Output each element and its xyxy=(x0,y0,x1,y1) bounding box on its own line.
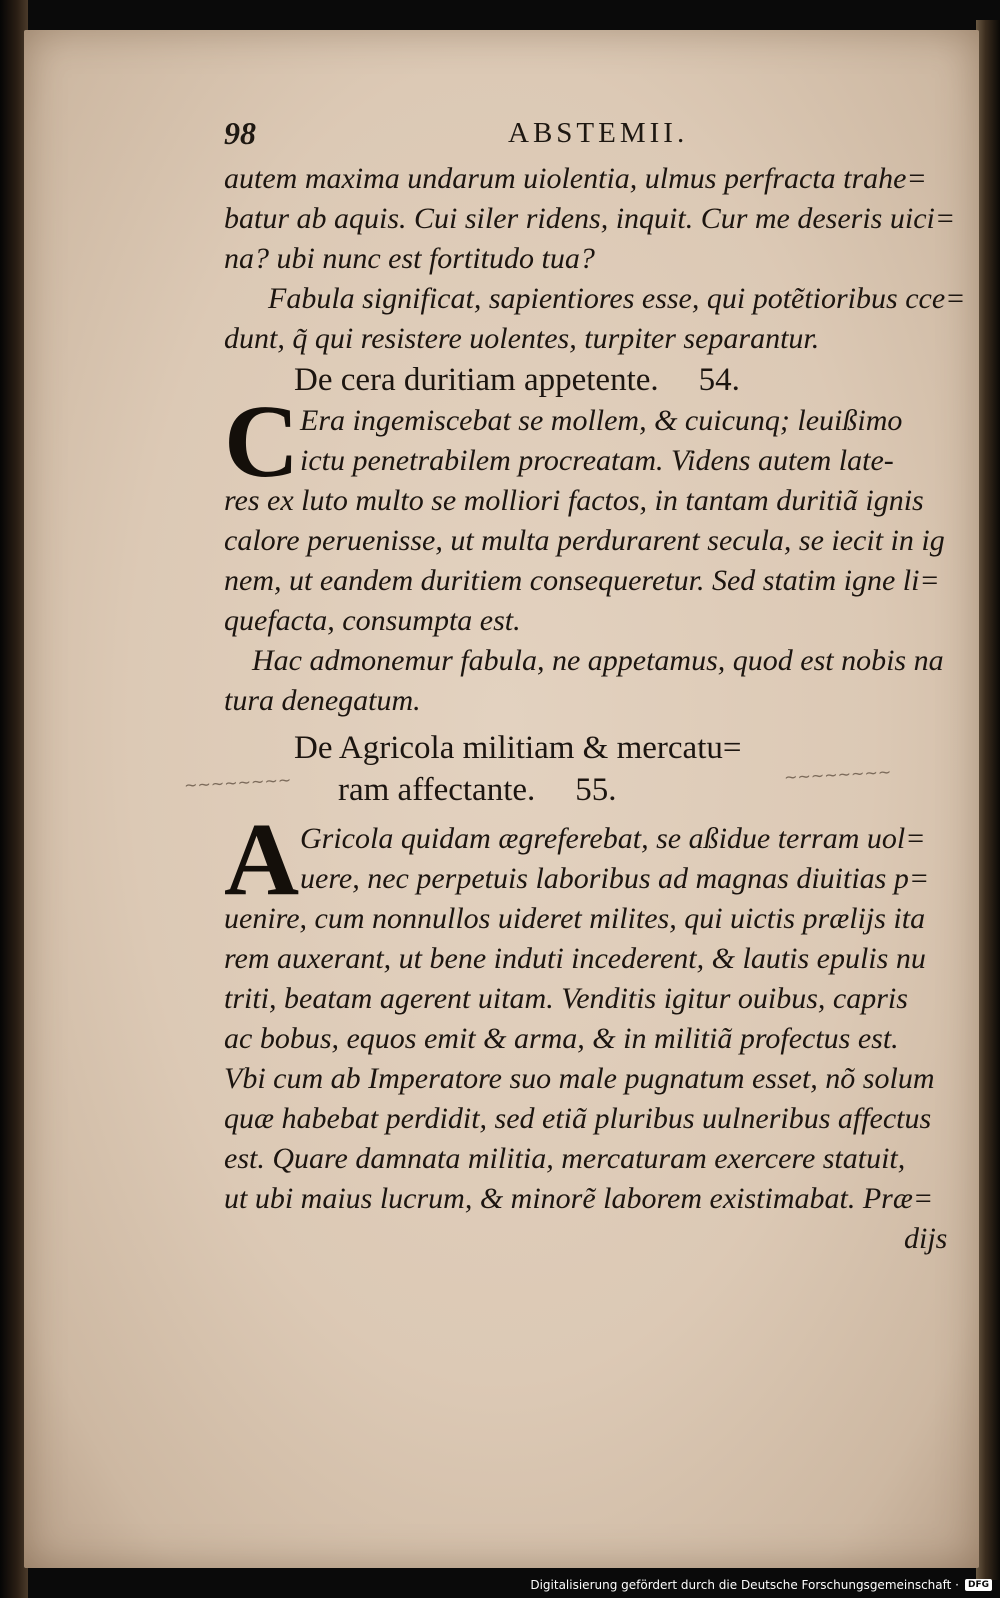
text-line: autem maxima undarum uiolentia, ulmus perfracta trahe= xyxy=(224,162,927,195)
fable-53-ending xyxy=(224,159,984,359)
dfg-logo: DFG xyxy=(965,1579,992,1591)
fable-title: ram affectante. xyxy=(338,772,536,808)
text-line: triti, beatam agerent uitam. Venditis igitur ouibus, capris xyxy=(224,982,908,1015)
drop-cap-initial: C xyxy=(224,384,300,499)
fable-54-body xyxy=(224,384,984,721)
running-title: ABSTEMII. xyxy=(508,117,689,149)
text-line: Era ingemiscebat se mollem, & cuicunq; leuißimo xyxy=(300,404,903,437)
text-line: est. Quare damnata militia, mercaturam exercere statuit, xyxy=(224,1142,906,1175)
running-head xyxy=(224,115,984,159)
text-line: nem, ut eandem duritiem consequeretur. Sed statim igne li= xyxy=(224,564,940,597)
credit-text: Digitalisierung gefördert durch die Deutsche Forschungsgemeinschaft · xyxy=(530,1578,959,1592)
fable-number: 55. xyxy=(575,772,617,808)
text-line: quefacta, consumpta est. xyxy=(224,604,521,637)
fable-title: De cera duritiam appetente. xyxy=(294,362,659,398)
text-line: res ex luto multo se molliori factos, in tantam duritiã ignis xyxy=(224,484,924,517)
text-line: na? ubi nunc est fortitudo tua? xyxy=(224,242,595,275)
digitization-credit xyxy=(530,1578,992,1592)
text-line: Vbi cum ab Imperatore suo male pugnatum esset, nõ solum xyxy=(224,1062,935,1095)
text-line: rem auxerant, ut bene induti incederent, & lautis epulis nu xyxy=(224,942,926,975)
text-line: batur ab aquis. Cui siler ridens, inquit. Cur me deseris uici= xyxy=(224,202,956,235)
moral-line: dunt, q̃ qui resistere uolentes, turpiter separantur. xyxy=(224,322,820,355)
moral-line: tura denegatum. xyxy=(224,684,421,717)
moral-line: Hac admonemur fabula, ne appetamus, quod est nobis na xyxy=(252,644,944,677)
fable-54-heading xyxy=(224,359,984,401)
page-text-block xyxy=(183,115,984,1259)
fable-title: De Agricola militiam & mercatu= xyxy=(294,730,742,766)
text-line: ictu penetrabilem procreatam. Videns autem late- xyxy=(300,444,894,477)
text-line: uere, nec perpetuis laboribus ad magnas diuitias p= xyxy=(300,862,930,895)
drop-cap-initial: A xyxy=(224,802,300,917)
page-number: 98 xyxy=(224,115,256,151)
fable-number: 54. xyxy=(698,362,740,398)
text-line: Gricola quidam ægreferebat, se aßidue terram uol= xyxy=(300,822,926,855)
fable-55-body xyxy=(224,802,984,1259)
text-line: uenire, cum nonnullos uideret milites, qui uictis prælijs ita xyxy=(224,902,926,935)
book-page xyxy=(24,30,979,1568)
handwritten-annotation: ~~~~~~~~ xyxy=(183,770,292,795)
moral-line: Fabula significat, sapientiores esse, qui potẽtioribus cce= xyxy=(268,282,966,315)
text-line: ac bobus, equos emit & arma, & in militiã profectus est. xyxy=(224,1022,899,1055)
fable-55-heading xyxy=(183,727,984,811)
text-line: quæ habebat perdidit, sed etiã pluribus uulneribus affectus xyxy=(224,1102,932,1135)
text-line: ut ubi maius lucrum, & minorẽ laborem existimabat. Præ= xyxy=(224,1182,934,1215)
handwritten-annotation: ~~~~~~~~ xyxy=(783,762,892,787)
text-line: calore peruenisse, ut multa perdurarent secula, se iecit in ig xyxy=(224,524,945,557)
catchword: dijs xyxy=(904,1222,948,1255)
